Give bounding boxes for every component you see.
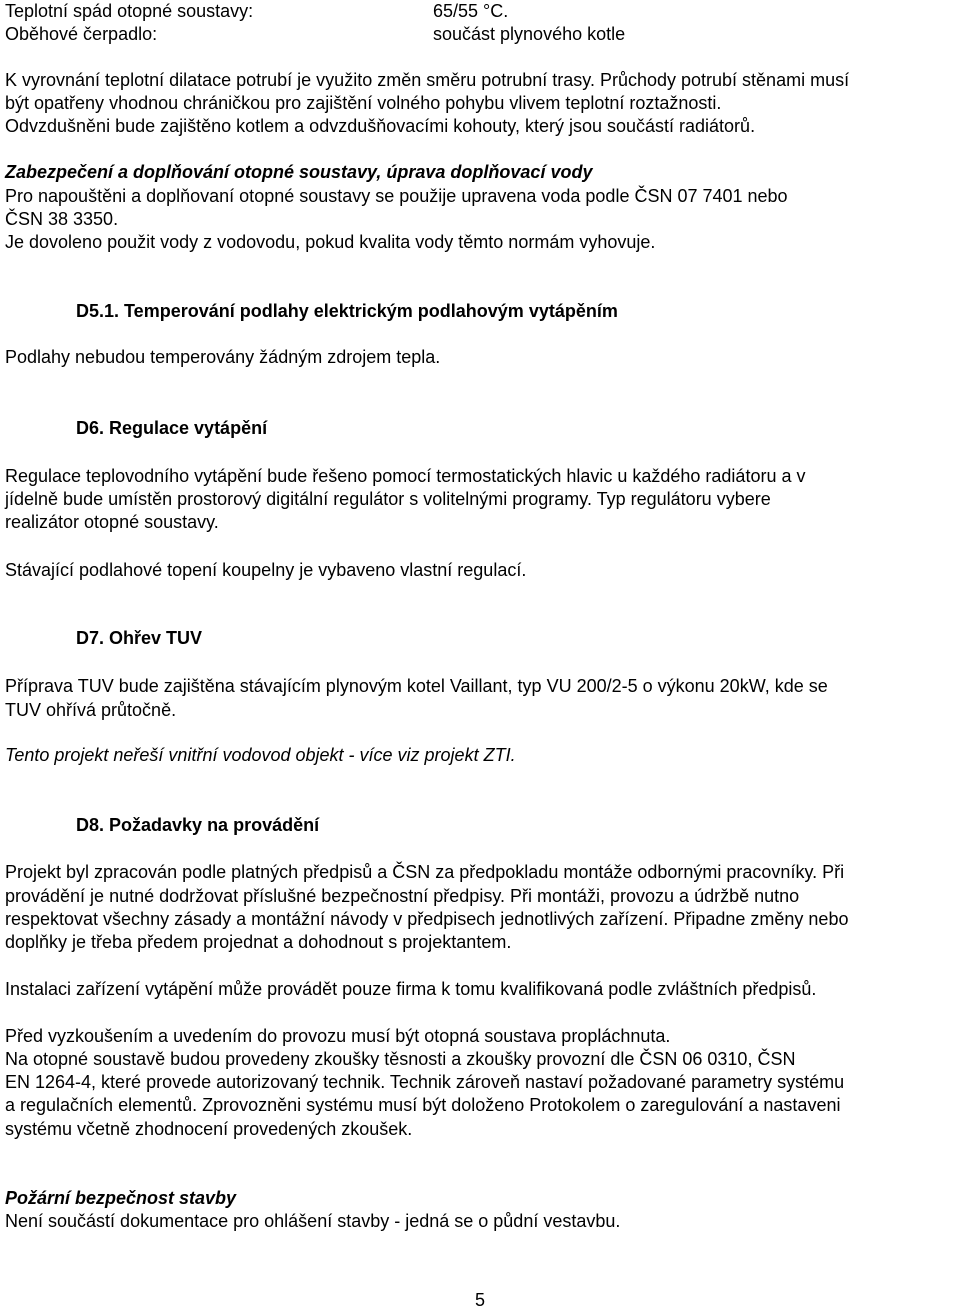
section-heading-d8: D8. Požadavky na provádění xyxy=(76,815,320,835)
paragraph-line: systému včetně zhodnocení provedených zkoušek. xyxy=(5,1119,413,1139)
paragraph-line: Projekt byl zpracován podle platných předpisů a ČSN za předpokladu montáže odbornými pracovníky. Při xyxy=(5,862,845,882)
paragraph-line: doplňky je třeba předem projednat a dohodnout s projektantem. xyxy=(5,932,512,952)
paragraph: Podlahy nebudou temperovány žádným zdrojem tepla. xyxy=(5,347,441,367)
paragraph-line: provádění je nutné dodržovat příslušné bezpečnostní předpisy. Při montáži, provozu a údržbě nutno xyxy=(5,886,800,906)
intro-line: Odvzdušněni bude zajištěno kotlem a odvzdušňovacími kohouty, který jsou součástí radiátorů. xyxy=(5,116,756,136)
paragraph-line: jídelně bude umístěn prostorový digitální regulátor s volitelnými programy. Typ regulátoru vybere xyxy=(5,489,771,509)
pump-value: součást plynového kotle xyxy=(433,24,626,44)
protection-line: ČSN 38 3350. xyxy=(5,209,119,229)
section-heading-d6: D6. Regulace vytápění xyxy=(76,418,268,438)
pump-label: Oběhové čerpadlo: xyxy=(5,24,158,44)
italic-note: Tento projekt neřeší vnitřní vodovod objekt - více viz projekt ZTI. xyxy=(5,745,516,765)
paragraph-line: Příprava TUV bude zajištěna stávajícím plynovým kotel Vaillant, typ VU 200/2-5 o výkonu 20kW, kde se xyxy=(5,676,828,696)
paragraph: Instalaci zařízení vytápění může provádět pouze firma k tomu kvalifikovaná podle zvláštních předpisů. xyxy=(5,979,817,999)
paragraph-line: Regulace teplovodního vytápění bude řešeno pomocí termostatických hlavic u každého radiátoru a v xyxy=(5,466,806,486)
gradient-value: 65/55 °C. xyxy=(433,1,509,21)
paragraph-line: a regulačních elementů. Zprovozněni systému musí být doloženo Protokolem o zaregulování a nastaveni xyxy=(5,1095,841,1115)
intro-line: K vyrovnání teplotní dilatace potrubí je využito změn směru potrubní trasy. Průchody potrubí stěnami musí xyxy=(5,70,850,90)
paragraph-line: EN 1264-4, které provede autorizovaný technik. Technik zároveň nastaví požadované parametry systému xyxy=(5,1072,845,1092)
intro-line: být opatřeny vhodnou chráničkou pro zajištění volného pohybu vlivem teplotní roztažnosti. xyxy=(5,93,722,113)
page-number: 5 xyxy=(475,1290,486,1310)
section-heading-d51: D5.1. Temperování podlahy elektrickým podlahovým vytápěním xyxy=(76,301,618,321)
protection-line: Pro napouštěni a doplňovaní otopné soustavy se použije upravena voda podle ČSN 07 7401 nebo xyxy=(5,186,788,206)
fire-safety-heading: Požární bezpečnost stavby xyxy=(5,1188,237,1208)
fire-safety-text: Není součástí dokumentace pro ohlášení stavby - jedná se o půdní vestavbu. xyxy=(5,1211,621,1231)
protection-line: Je dovoleno použit vody z vodovodu, pokud kvalita vody těmto normám vyhovuje. xyxy=(5,232,656,252)
protection-heading: Zabezpečení a doplňování otopné soustavy, úprava doplňovací vody xyxy=(5,162,593,182)
paragraph-line: Na otopné soustavě budou provedeny zkoušky těsnosti a zkoušky provozní dle ČSN 06 0310, ČSN xyxy=(5,1049,796,1069)
paragraph: Stávající podlahové topení koupelny je vybaveno vlastní regulací. xyxy=(5,560,527,580)
gradient-label: Teplotní spád otopné soustavy: xyxy=(5,1,254,21)
paragraph-line: Před vyzkoušením a uvedením do provozu musí být otopná soustava propláchnuta. xyxy=(5,1026,671,1046)
paragraph-line: realizátor otopné soustavy. xyxy=(5,512,219,532)
paragraph-line: TUV ohřívá průtočně. xyxy=(5,700,177,720)
section-heading-d7: D7. Ohřev TUV xyxy=(76,628,203,648)
paragraph-line: respektovat všechny zásady a montážní návody v předpisech jednotlivých zařízení. Připadne změny nebo xyxy=(5,909,849,929)
